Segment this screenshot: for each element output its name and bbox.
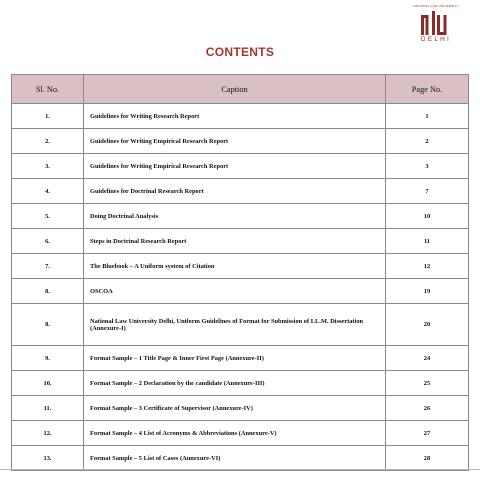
row-page-no: 12 — [386, 254, 469, 279]
table-row — [12, 396, 469, 421]
row-caption: Guidelines for Writing Empirical Research Report — [84, 154, 386, 179]
row-sl-no: 8. — [12, 279, 84, 304]
row-sl-no: 13. — [12, 446, 84, 471]
row-page-no: 19 — [386, 279, 469, 304]
row-page-no: 28 — [386, 446, 469, 471]
row-page-no: 24 — [386, 346, 469, 371]
table-row — [12, 229, 469, 254]
nlu-logo-icon — [421, 11, 451, 35]
row-page-no: 3 — [386, 154, 469, 179]
row-sl-no: 4. — [12, 179, 84, 204]
row-sl-no: 3. — [12, 154, 84, 179]
row-sl-no: 2. — [12, 129, 84, 154]
row-page-no: 10 — [386, 204, 469, 229]
row-caption: Guidelines for Writing Research Report — [84, 104, 386, 129]
row-page-no: 26 — [386, 396, 469, 421]
row-sl-no: 7. — [12, 254, 84, 279]
row-sl-no: 11. — [12, 396, 84, 421]
table-row — [12, 421, 469, 446]
contents-table — [11, 74, 469, 471]
row-sl-no: 12. — [12, 421, 84, 446]
row-caption: Doing Doctrinal Analysis — [84, 204, 386, 229]
row-caption: Format Sample – 5 List of Cases (Annexure-VI) — [84, 446, 386, 471]
row-sl-no: 8. — [12, 304, 84, 346]
table-row — [12, 129, 469, 154]
table-row — [12, 179, 469, 204]
row-sl-no: 6. — [12, 229, 84, 254]
row-caption: The Bluebook – A Uniform system of Citation — [84, 254, 386, 279]
row-caption: Format Sample – 4 List of Acronyms & Abbreviations (Annexure-V) — [84, 421, 386, 446]
table-row — [12, 204, 469, 229]
table-row — [12, 346, 469, 371]
row-sl-no: 5. — [12, 204, 84, 229]
logo-top-text: NATIONAL LAW UNIVERSITY — [413, 4, 459, 8]
header-sl-no: Sl. No. — [12, 75, 84, 104]
row-sl-no: 9. — [12, 346, 84, 371]
row-caption: Guidelines for Doctrinal Research Report — [84, 179, 386, 204]
page-title: CONTENTS — [205, 45, 275, 59]
row-caption: OSCOA — [84, 279, 386, 304]
logo-wordmark: DELHI — [420, 36, 452, 43]
row-caption: Format Sample – 3 Certificate of Supervisor (Annexure-IV) — [84, 396, 386, 421]
row-caption: Format Sample – 2 Declaration by the candidate (Annexure-III) — [84, 371, 386, 396]
header-page-no: Page No. — [386, 75, 469, 104]
table-row — [12, 104, 469, 129]
row-page-no: 25 — [386, 371, 469, 396]
row-caption: Steps in Doctrinal Research Report — [84, 229, 386, 254]
row-page-no: 1 — [386, 104, 469, 129]
header-caption: Caption — [84, 75, 386, 104]
row-caption: Format Sample – 1 Title Page & Inner First Page (Annexure-II) — [84, 346, 386, 371]
row-page-no: 2 — [386, 129, 469, 154]
row-page-no: 20 — [386, 304, 469, 346]
table-row — [12, 371, 469, 396]
table-row — [12, 304, 469, 346]
table-row — [12, 154, 469, 179]
row-sl-no: 1. — [12, 104, 84, 129]
row-sl-no: 10. — [12, 371, 84, 396]
table-header-row — [12, 75, 469, 104]
university-logo — [411, 4, 461, 46]
row-caption: Guidelines for Writing Empirical Research Report — [84, 129, 386, 154]
table-row — [12, 446, 469, 471]
table-row — [12, 279, 469, 304]
page-divider — [0, 469, 480, 470]
table-row — [12, 254, 469, 279]
row-caption: National Law University Delhi, Uniform Guidelines of Format for Submission of LL.M. Dissertation (Annexure-I) — [84, 304, 386, 346]
row-page-no: 11 — [386, 229, 469, 254]
row-page-no: 27 — [386, 421, 469, 446]
row-page-no: 7 — [386, 179, 469, 204]
